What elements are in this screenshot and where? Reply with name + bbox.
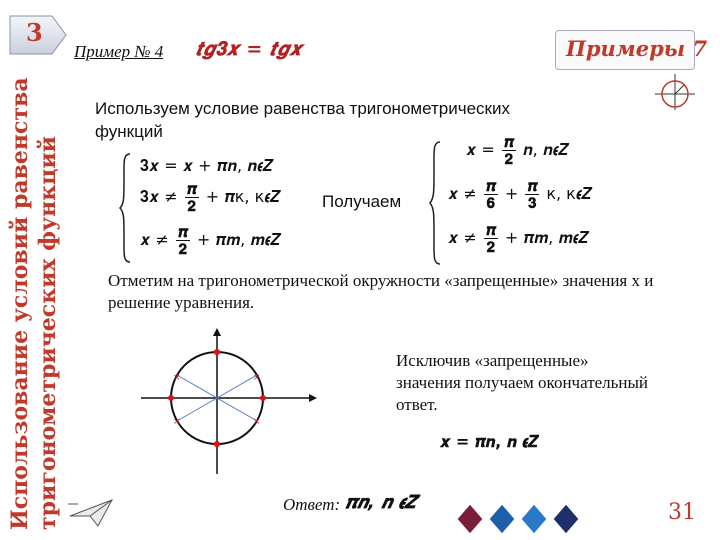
mark-5pi-over-6: × <box>173 373 181 383</box>
frac-num: 𝝅 <box>527 177 538 195</box>
point-pi <box>168 395 174 401</box>
mark-7pi-over-6: × <box>173 417 181 427</box>
point-0 <box>260 395 266 401</box>
note-text: Отметим на тригонометрической окружности «запрещенные» значения х и решение уравнения. <box>108 271 654 312</box>
frac-den: 𝟐 <box>486 238 495 256</box>
left-row2-rhs: + 𝝅к, к𝝐𝒁 <box>205 187 281 206</box>
right-system-row3 <box>448 222 589 255</box>
page-number: 31 <box>668 500 696 525</box>
side-title <box>6 60 78 530</box>
right-system-row1 <box>466 134 569 167</box>
fraction-pi-over-2 <box>176 224 190 257</box>
frac-num: 𝝅 <box>485 177 496 195</box>
right-row1-rhs: 𝒏, 𝒏𝝐𝒁 <box>522 140 569 159</box>
section-number: 3 <box>26 18 43 47</box>
paper-plane-icon[interactable] <box>68 496 114 530</box>
right-row2-rhs: к, к𝝐𝒁 <box>546 184 592 203</box>
frac-den: 𝟐 <box>178 240 187 258</box>
mark-3pi-over-2: × <box>213 440 221 450</box>
header-title: Примеры 7 <box>566 36 708 61</box>
answer-value: 𝝅𝒏, 𝒏 𝝐𝒁 <box>345 492 417 513</box>
exclude-text: Исключив «запрещенные» значения получаем окончательный ответ. <box>396 351 649 414</box>
side-title-line1: Использование условий равенства <box>7 77 33 530</box>
left-brace-icon <box>118 152 132 264</box>
fraction-pi-over-2 <box>185 181 199 214</box>
side-title-line2: тригонометрических функций <box>35 136 61 530</box>
trig-circle-diagram <box>127 324 327 476</box>
example-label: Пример № 4 <box>74 42 164 61</box>
nav-first-button <box>457 504 483 534</box>
nav-last-button <box>553 504 579 534</box>
left-row2-lhs: 𝟑𝒙 ≠ <box>140 187 178 206</box>
frac-den: 𝟔 <box>486 194 495 212</box>
answer-label: Ответ: <box>283 495 341 514</box>
right-row1-lhs: 𝒙 = <box>466 140 495 159</box>
mark-11pi-over-6: × <box>253 417 261 427</box>
frac-den: 𝟐 <box>504 150 513 168</box>
fraction-pi-over-3 <box>525 178 539 211</box>
right-brace-icon <box>428 140 442 266</box>
left-system-row1: 𝟑𝒙 = 𝒙 + 𝝅𝒏, 𝒏𝝐𝒁 <box>140 156 273 175</box>
frac-den: 𝟐 <box>187 197 196 215</box>
frac-num: 𝝅 <box>503 133 514 151</box>
mark-pi-over-6: × <box>253 373 261 383</box>
frac-num: 𝝅 <box>177 223 188 241</box>
nav-next-button <box>521 504 547 534</box>
nav-prev-button <box>489 504 515 534</box>
intro-text: Используем условие равенства тригонометрических функций <box>95 99 510 141</box>
left-row3-rhs: + 𝝅𝒎, 𝒎𝝐𝒁 <box>196 230 281 249</box>
right-row2-plus: + <box>504 184 519 203</box>
frac-den: 𝟑 <box>528 194 537 212</box>
final-formula: 𝒙 = 𝝅𝒏, 𝒏 𝝐𝒁 <box>440 432 539 451</box>
fraction-pi-over-6 <box>484 178 498 211</box>
frac-num: 𝝅 <box>485 221 496 239</box>
frac-num: 𝝅 <box>186 180 197 198</box>
fraction-pi-over-2 <box>484 222 498 255</box>
main-equation: 𝒕𝒈𝟑𝒙 = 𝒕𝒈𝒙 <box>196 38 303 60</box>
right-row3-rhs: + 𝝅𝒎, 𝒎𝝐𝒁 <box>504 228 589 247</box>
left-system-row3 <box>140 224 281 257</box>
right-row3-lhs: 𝒙 ≠ <box>448 228 477 247</box>
obtain-label: Получаем <box>322 192 402 211</box>
right-row2-lhs: 𝒙 ≠ <box>448 184 477 203</box>
left-system-row2 <box>140 181 280 214</box>
fraction-pi-over-2 <box>502 134 516 167</box>
left-row3-lhs: 𝒙 ≠ <box>140 230 169 249</box>
mark-pi-over-2: × <box>213 348 221 358</box>
right-system-row2 <box>448 178 592 211</box>
trig-circle-logo-icon <box>652 72 698 112</box>
nav-buttons <box>455 502 589 536</box>
